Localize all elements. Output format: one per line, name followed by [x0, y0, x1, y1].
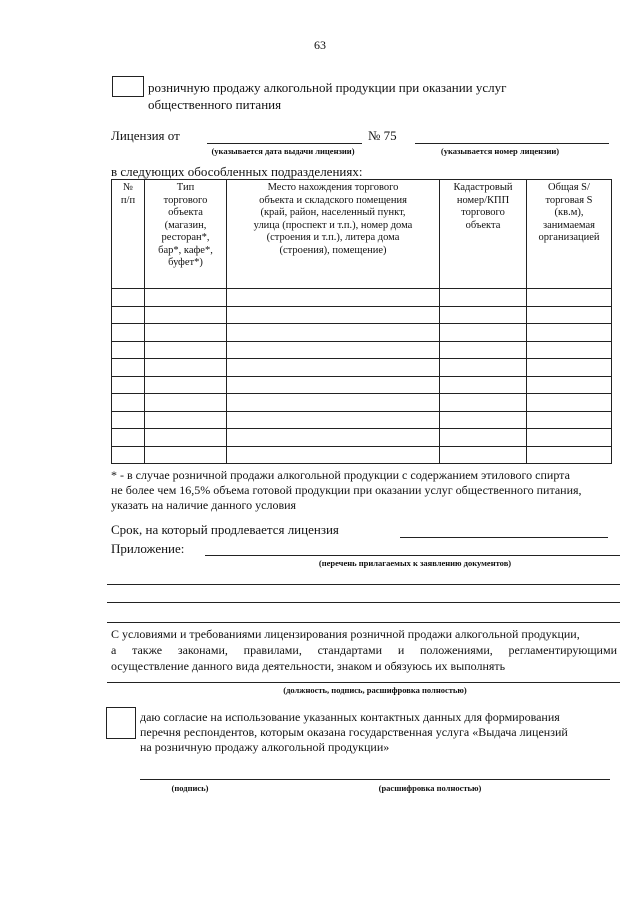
- table-cell[interactable]: [145, 359, 227, 377]
- table-row: [112, 289, 612, 307]
- table-cell[interactable]: [527, 394, 612, 412]
- table-cell[interactable]: [145, 376, 227, 394]
- table-header-row: [112, 180, 612, 289]
- term-label: Срок, на который продлевается лицензия: [111, 522, 339, 537]
- table-cell[interactable]: [227, 394, 440, 412]
- table-cell[interactable]: [227, 429, 440, 447]
- retail-option-line1: розничную продажу алкогольной продукции при оказании услуг: [148, 80, 507, 95]
- table-cell[interactable]: [145, 429, 227, 447]
- table-row: [112, 446, 612, 464]
- table-row: [112, 324, 612, 342]
- footnote-line3: указать на наличие данного условия: [111, 498, 297, 512]
- table-row: [112, 429, 612, 447]
- conditions-signature-field[interactable]: [107, 682, 620, 683]
- table-cell[interactable]: [227, 306, 440, 324]
- table-cell[interactable]: [527, 359, 612, 377]
- table-cell[interactable]: [112, 359, 145, 377]
- table-cell[interactable]: [440, 446, 527, 464]
- appendix-label: Приложение:: [111, 541, 185, 556]
- table-cell[interactable]: [112, 394, 145, 412]
- table-cell[interactable]: [145, 289, 227, 307]
- consent-checkbox[interactable]: [106, 707, 136, 739]
- table-cell[interactable]: [527, 289, 612, 307]
- footnote-line2: не более чем 16,5% объема готовой продукции при оказании услуг общественного питания,: [111, 483, 582, 497]
- full-name-hint: (расшифровка полностью): [378, 783, 482, 793]
- license-date-field[interactable]: [207, 143, 362, 144]
- retail-option-checkbox[interactable]: [112, 76, 144, 97]
- table-cell[interactable]: [440, 411, 527, 429]
- page-number: 63: [314, 38, 326, 52]
- term-field[interactable]: [400, 537, 608, 538]
- table-cell[interactable]: [112, 429, 145, 447]
- table-header-cell: Место нахождения торгового объекта и складского помещения (край, район, населенный пункт, улица (проспект и т.п.), номер дома (строения и т.п.), литера дома (строения), помещение): [227, 180, 440, 289]
- table-cell[interactable]: [145, 341, 227, 359]
- license-number-hint: (указывается номер лицензии): [440, 146, 560, 156]
- table-cell[interactable]: [112, 289, 145, 307]
- signature-field[interactable]: [140, 779, 610, 780]
- table-cell[interactable]: [440, 306, 527, 324]
- appendix-field-4[interactable]: [107, 622, 620, 623]
- consent-text: [140, 710, 620, 754]
- table-row: [112, 394, 612, 412]
- table-cell[interactable]: [440, 394, 527, 412]
- table-cell[interactable]: [112, 306, 145, 324]
- license-label: Лицензия от: [111, 128, 180, 143]
- table-cell[interactable]: [112, 341, 145, 359]
- retail-option-line2: общественного питания: [148, 97, 282, 112]
- table-cell[interactable]: [227, 376, 440, 394]
- table-cell[interactable]: [145, 394, 227, 412]
- appendix-field-1[interactable]: [205, 555, 620, 556]
- subdivisions-table: [111, 179, 612, 464]
- table-cell[interactable]: [527, 376, 612, 394]
- consent-line3: на розничную продажу алкогольной продукции»: [140, 740, 390, 754]
- table-cell[interactable]: [440, 324, 527, 342]
- table-row: [112, 411, 612, 429]
- appendix-field-3[interactable]: [107, 602, 620, 603]
- license-number-field[interactable]: [415, 143, 609, 144]
- table-row: [112, 359, 612, 377]
- table-cell[interactable]: [527, 429, 612, 447]
- table-cell[interactable]: [440, 341, 527, 359]
- consent-line1: даю согласие на использование указанных контактных данных для формирования: [140, 710, 560, 724]
- conditions-line1: С условиями и требованиями лицензирования розничной продажи алкогольной продукции,: [111, 627, 580, 641]
- table-cell[interactable]: [112, 376, 145, 394]
- table-cell[interactable]: [145, 446, 227, 464]
- table-header-cell: Общая S/ торговая S (кв.м), занимаемая организацией: [527, 180, 612, 289]
- table-cell[interactable]: [227, 359, 440, 377]
- footnote-line1: * - в случае розничной продажи алкогольной продукции с содержанием этилового спирта: [111, 468, 570, 482]
- table-header-cell: № п/п: [112, 180, 145, 289]
- table-cell[interactable]: [527, 446, 612, 464]
- appendix-hint: (перечень прилагаемых к заявлению документов): [318, 558, 512, 568]
- table-cell[interactable]: [145, 306, 227, 324]
- table-cell[interactable]: [112, 446, 145, 464]
- table-header-cell: Тип торгового объекта (магазин, ресторан*, бар*, кафе*, буфет*): [145, 180, 227, 289]
- appendix-field-2[interactable]: [107, 584, 620, 585]
- table-row: [112, 306, 612, 324]
- conditions-line3: осуществление данного вида деятельности, знаком и обязуюсь их выполнять: [111, 659, 506, 673]
- table-header-cell: Кадастровый номер/КПП торгового объекта: [440, 180, 527, 289]
- table-cell[interactable]: [145, 324, 227, 342]
- table-cell[interactable]: [227, 411, 440, 429]
- table-cell[interactable]: [112, 324, 145, 342]
- table-cell[interactable]: [527, 306, 612, 324]
- table-cell[interactable]: [527, 411, 612, 429]
- table-cell[interactable]: [527, 324, 612, 342]
- table-cell[interactable]: [227, 341, 440, 359]
- table-cell[interactable]: [440, 359, 527, 377]
- subdivisions-title: в следующих обособленных подразделениях:: [111, 164, 363, 179]
- table-cell[interactable]: [227, 289, 440, 307]
- table-row: [112, 376, 612, 394]
- table-cell[interactable]: [227, 324, 440, 342]
- signature-hint: (подпись): [171, 783, 209, 793]
- table-cell[interactable]: [440, 289, 527, 307]
- table-cell[interactable]: [440, 376, 527, 394]
- consent-line2: перечня респондентов, которым оказана государственная услуга «Выдача лицензий: [140, 725, 568, 739]
- retail-option-label: [148, 80, 618, 112]
- license-number-label: № 75: [368, 128, 397, 143]
- table-cell[interactable]: [112, 411, 145, 429]
- conditions-signature-hint: (должность, подпись, расшифровка полностью): [283, 685, 467, 695]
- table-cell[interactable]: [227, 446, 440, 464]
- license-date-hint: (указывается дата выдачи лицензии): [211, 146, 355, 156]
- conditions-line2: а также законами, правилами, стандартами и положениями, регламентирующими: [111, 643, 617, 657]
- table-cell[interactable]: [440, 429, 527, 447]
- table-cell[interactable]: [527, 341, 612, 359]
- table-cell[interactable]: [145, 411, 227, 429]
- footnote: [111, 468, 621, 512]
- conditions-text: [111, 627, 617, 673]
- table-row: [112, 341, 612, 359]
